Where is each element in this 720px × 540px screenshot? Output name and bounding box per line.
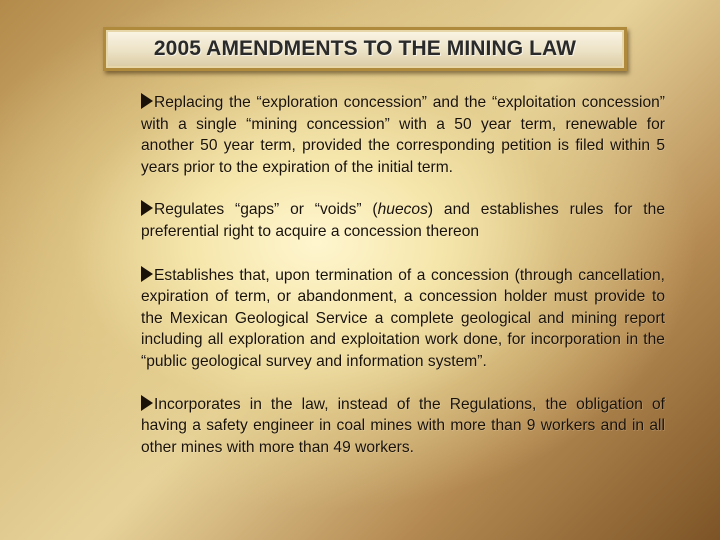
arrow-bullet-icon [141,395,153,411]
bullet-item [141,394,665,459]
bullet-item [141,265,665,373]
arrow-bullet-icon [141,266,153,282]
bullet-text: Replacing the “exploration concession” and the “exploitation concession” with a single “mining concession” with a 50 year term, renewable for another 50 year term, provided the corresponding petition is filed within 5 years prior to the expiration of the initial term. [141,94,665,176]
bullet-emphasis: huecos [377,201,428,219]
arrow-bullet-icon [141,200,153,216]
bullet-text-after: ) and establishes rules for the preferential right to acquire a concession thereon [141,201,665,240]
title-box [103,27,627,71]
bullet-list [141,90,665,458]
bullet-item [141,199,665,242]
bullet-text: Incorporates in the law, instead of the Regulations, the obligation of having a safety engineer in coal mines with more than 9 workers and in all other mines with more than 49 workers. [141,395,665,456]
bullet-item [141,92,665,178]
bullet-text: Establishes that, upon termination of a concession (through cancellation, expiration of term, or abandonment, a concession holder must provide to the Mexican Geological Service a complete geological and mining report including all exploration and exploitation work done, for incorporation in the “public geological survey and information system”. [141,266,665,370]
slide-title: 2005 AMENDMENTS TO THE MINING LAW [153,37,577,60]
arrow-bullet-icon [141,93,153,109]
bullet-text-before: Regulates “gaps” or “voids” ( [154,201,378,219]
